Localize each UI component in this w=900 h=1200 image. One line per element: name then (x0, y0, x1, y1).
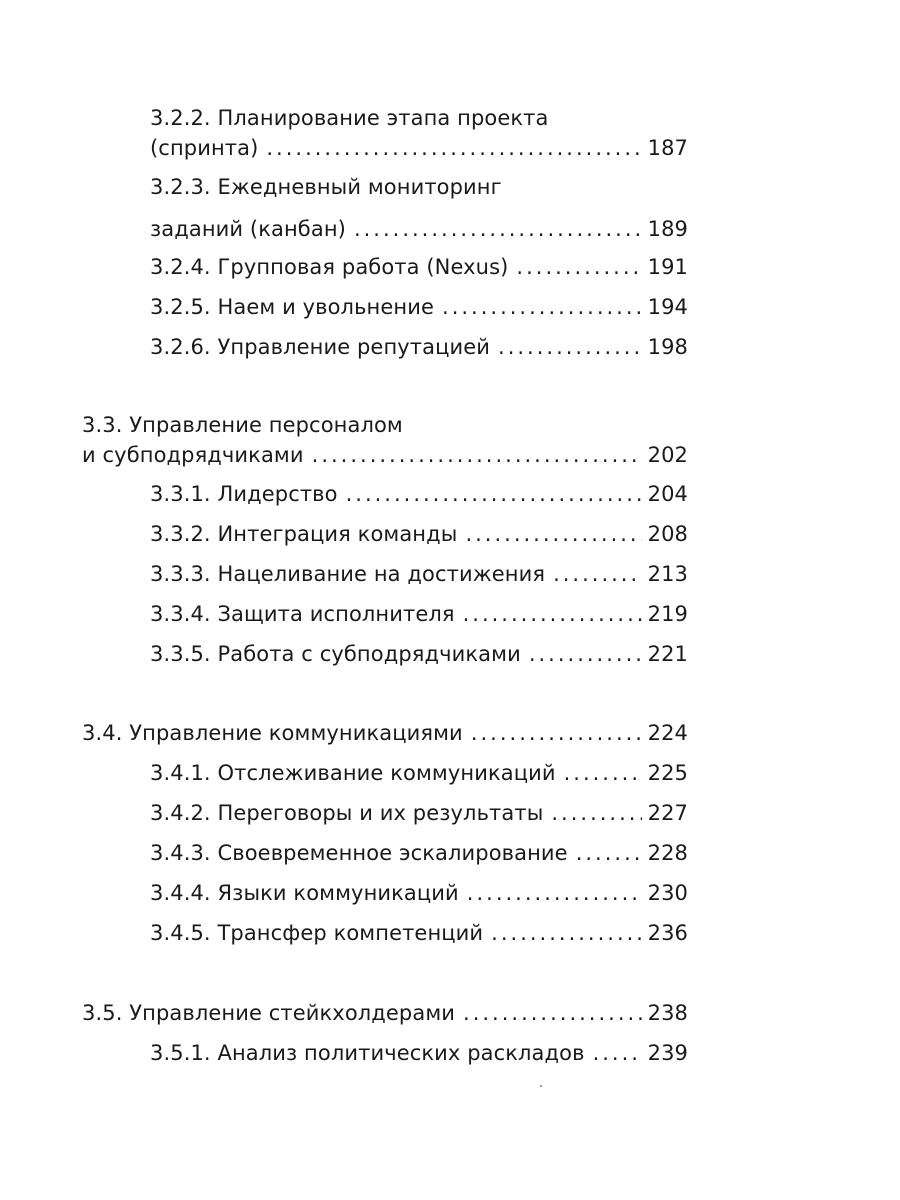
toc-leader-dots (593, 1038, 642, 1068)
toc-entry-3-2-4 (150, 252, 688, 282)
toc-entry-3-3 (82, 410, 688, 470)
toc-page-number: 202 (647, 443, 688, 467)
toc-entry-3-4 (82, 718, 688, 748)
toc-leader-dots (498, 332, 642, 362)
toc-entry-line (82, 998, 688, 1028)
toc-leader-dots (576, 838, 642, 868)
toc-entry-line (150, 918, 688, 948)
toc-leader-dots (312, 440, 642, 470)
toc-entry-3-4-4 (150, 878, 688, 908)
toc-entry-line (150, 172, 688, 202)
toc-entry-3-5 (82, 998, 688, 1028)
toc-leader-dots (463, 998, 642, 1028)
toc-entry-line (150, 519, 688, 549)
toc-leader-dots (346, 479, 642, 509)
toc-leader-dots (465, 519, 641, 549)
toc-entry-3-2-3 (150, 172, 688, 244)
toc-page-number: 236 (647, 921, 688, 945)
toc-entry-title-line1: 3.2.2. Планирование этапа проекта (150, 106, 549, 130)
toc-entry-line (150, 798, 688, 828)
toc-entry-3-4-2 (150, 798, 688, 828)
toc-leader-dots (266, 133, 641, 163)
toc-entry-3-2-6 (150, 332, 688, 362)
toc-leader-dots (491, 918, 641, 948)
toc-entry-3-2-2 (150, 103, 688, 163)
toc-entry-title: 3.5.1. Анализ политических раскладов (150, 1041, 585, 1065)
toc-entry-title: 3.2.4. Групповая работа (Nexus) (150, 255, 509, 279)
toc-page-number: 189 (647, 217, 688, 241)
toc-entry-3-5-1 (150, 1038, 688, 1068)
toc-entry-3-3-4 (150, 599, 688, 629)
toc-entry-line (150, 758, 688, 788)
toc-entry-line (150, 252, 688, 282)
toc-leader-dots (551, 798, 641, 828)
toc-page-number: 230 (647, 881, 688, 905)
toc-entry-3-3-2 (150, 519, 688, 549)
toc-entry-line (150, 103, 688, 133)
toc-page-number: 219 (647, 602, 688, 626)
toc-entry-title: 3.3.3. Нацеливание на достижения (150, 562, 546, 586)
toc-entry-line (150, 838, 688, 868)
toc-entry-3-4-3 (150, 838, 688, 868)
toc-entry-title: 3.3.1. Лидерство (150, 482, 338, 506)
toc-entry-title: 3.2.5. Наем и увольнение (150, 295, 435, 319)
toc-entry-3-3-3 (150, 559, 688, 589)
toc-entry-title: 3.4.3. Своевременное эскалирование (150, 841, 568, 865)
toc-entry-line (150, 599, 688, 629)
toc-entry-title: заданий (канбан) (150, 217, 346, 241)
toc-entry-title: и субподрядчиками (82, 443, 304, 467)
toc-entry-3-4-5 (150, 918, 688, 948)
toc-entry-title: 3.4. Управление коммуникациями (82, 721, 463, 745)
toc-leader-dots (516, 252, 641, 282)
toc-entry-3-4-1 (150, 758, 688, 788)
toc-entry-title: 3.4.4. Языки коммуникаций (150, 881, 459, 905)
toc-page-number: 225 (647, 761, 688, 785)
toc-page-number: 194 (647, 295, 688, 319)
toc-entry-title: 3.3.4. Защита исполнителя (150, 602, 455, 626)
toc-leader-dots (471, 718, 642, 748)
toc-leader-dots (553, 559, 642, 589)
toc-page-number: 221 (647, 642, 688, 666)
toc-entry-title: 3.4.2. Переговоры и их результаты (150, 801, 544, 825)
toc-entry-title: 3.5. Управление стейкхолдерами (82, 1001, 456, 1025)
toc-leader-dots (354, 214, 642, 244)
toc-leader-dots (467, 878, 642, 908)
toc-entry-line (150, 559, 688, 589)
toc-entry-title: 3.4.5. Трансфер компетенций (150, 921, 484, 945)
toc-entry-line (82, 440, 688, 470)
toc-entry-line (82, 718, 688, 748)
toc-entry-line (150, 479, 688, 509)
toc-entry-line (150, 292, 688, 322)
toc-entry-line (150, 639, 688, 669)
toc-entry-title: 3.3.2. Интеграция команды (150, 522, 458, 546)
toc-page-number: 213 (647, 562, 688, 586)
toc-page-number: 227 (647, 801, 688, 825)
toc-entry-3-3-1 (150, 479, 688, 509)
toc-page-number: 238 (647, 1001, 688, 1025)
toc-page-number: 191 (647, 255, 688, 279)
toc-leader-dots (442, 292, 642, 322)
toc-page-number: 239 (647, 1041, 688, 1065)
toc-entry-title-line1: 3.3. Управление персоналом (82, 413, 403, 437)
toc-entry-title: 3.2.6. Управление репутацией (150, 335, 491, 359)
toc-page-number: 208 (647, 522, 688, 546)
toc-entry-title: 3.4.1. Отслеживание коммуникаций (150, 761, 556, 785)
toc-entry-3-3-5 (150, 639, 688, 669)
toc-entry-line (150, 133, 688, 163)
toc-leader-dots (529, 639, 642, 669)
toc-entry-line (150, 878, 688, 908)
toc-entry-title-line1: 3.2.3. Ежедневный мониторинг (150, 175, 502, 199)
paper-speck (540, 1085, 542, 1087)
toc-entry-line (150, 332, 688, 362)
toc-page-number: 224 (647, 721, 688, 745)
toc-entry-line (82, 410, 688, 440)
toc-entry-3-2-5 (150, 292, 688, 322)
toc-entry-title: 3.3.5. Работа с субподрядчиками (150, 642, 521, 666)
toc-page-number: 187 (647, 136, 688, 160)
toc-page-number: 198 (647, 335, 688, 359)
toc-leader-dots (463, 599, 642, 629)
toc-entry-line (150, 214, 688, 244)
toc-leader-dots (564, 758, 642, 788)
toc-entry-line (150, 1038, 688, 1068)
toc-entry-title: (спринта) (150, 136, 259, 160)
toc-page-number: 228 (647, 841, 688, 865)
toc-page-number: 204 (647, 482, 688, 506)
